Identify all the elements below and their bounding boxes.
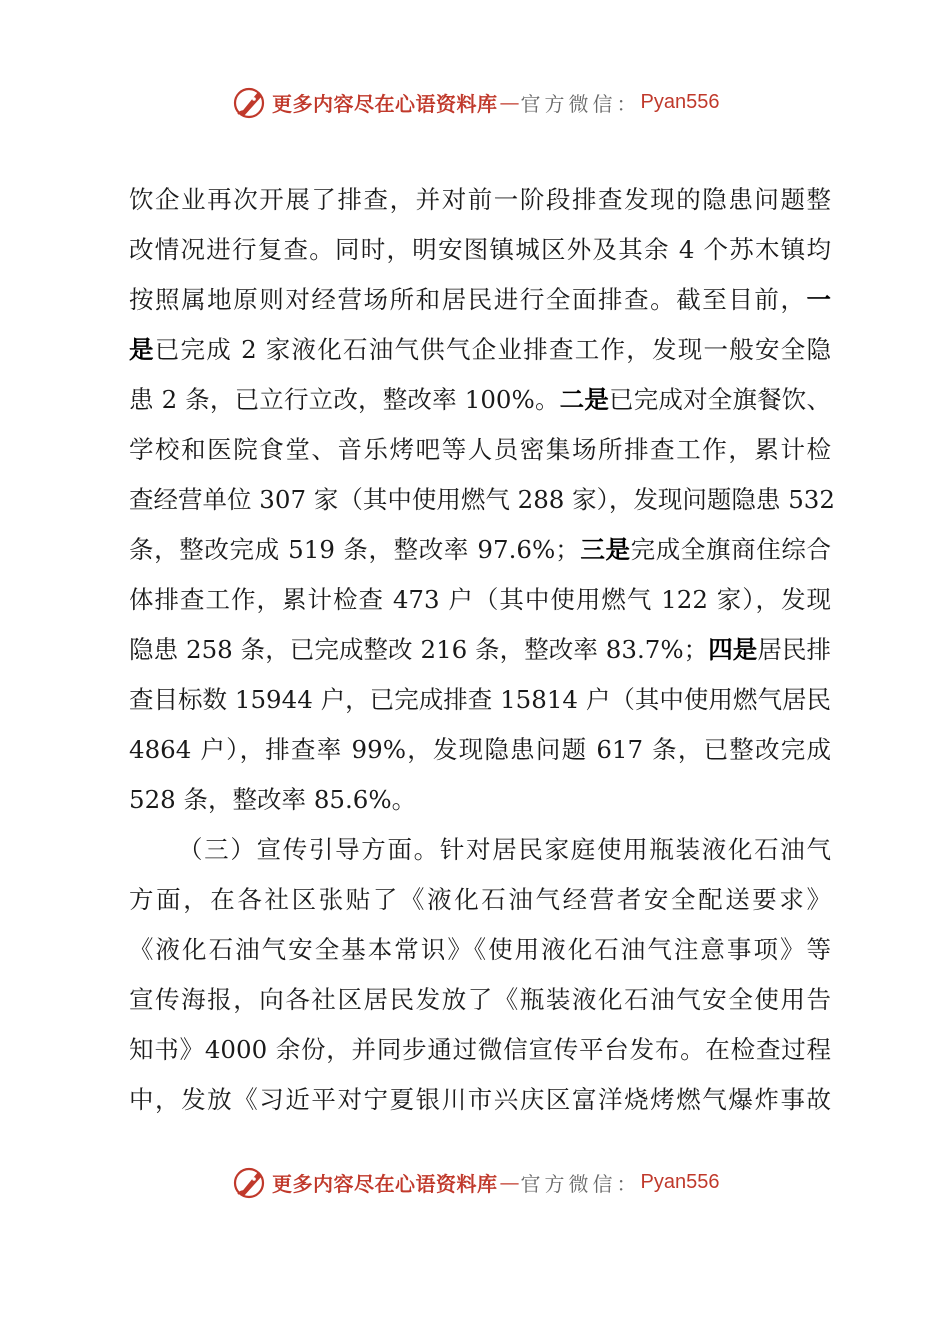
banner-dash: — (499, 90, 519, 114)
bold-ordinal: 是 (129, 335, 155, 364)
text-line (129, 375, 831, 425)
text-line: 改情况进行复查。同时，明安图镇城区外及其余 4 个苏木镇均 (129, 235, 831, 264)
text-line (129, 275, 831, 325)
paragraph-2 (129, 825, 831, 1125)
paragraph-1 (129, 175, 835, 825)
text-run: 已完成对全旗餐饮、 (609, 385, 831, 414)
text-run: 居民排 (757, 635, 832, 664)
text-line (129, 525, 831, 575)
text-line: 查目标数 15944 户，已完成排查 15814 户（其中使用燃气居民 (129, 685, 831, 714)
bold-ordinal: 四是 (708, 635, 758, 664)
text-run: 按照属地原则对经营场所和居民进行全面排查。截至目前， (129, 285, 807, 314)
text-line: 方面，在各社区张贴了《液化石油气经营者安全配送要求》 (129, 885, 831, 914)
banner-gray-text: 官方微信： (520, 91, 641, 116)
text-run: 患 2 条，已立行立改，整改率 100%。 (129, 385, 560, 414)
text-line: 查经营单位 307 家（其中使用燃气 288 家），发现问题隐患 532 (129, 485, 835, 514)
bold-ordinal: 一 (806, 285, 831, 314)
text-line: 知书》4000 余份，并同步通过微信宣传平台发布。在检查过程 (129, 1035, 831, 1064)
text-line: 528 条，整改率 85.6%。 (129, 785, 417, 814)
document-body (129, 175, 835, 1125)
text-run: 已完成 2 家液化石油气供气企业排查工作，发现一般安全隐 (154, 335, 832, 364)
footer-watermark-banner (232, 1162, 719, 1202)
pen-nib-circle-logo-icon (232, 1164, 268, 1200)
text-line: 《液化石油气安全基本常识》《使用液化石油气注意事项》等 (129, 935, 831, 964)
text-run: 条，整改完成 519 条，整改率 97.6%； (129, 535, 580, 564)
text-line: 4864 户），排查率 99%，发现隐患问题 617 条，已整改完成 (129, 735, 831, 764)
banner-wechat-id: Pyan556 (640, 1170, 720, 1193)
text-run: 完成全旗商住综合 (630, 535, 832, 564)
text-line: 中，发放《习近平对宁夏银川市兴庆区富洋烧烤燃气爆炸事故 (129, 1085, 831, 1114)
bold-ordinal: 三是 (579, 535, 631, 564)
text-line (129, 625, 831, 675)
header-watermark-banner (232, 82, 719, 122)
banner-dash: — (499, 1170, 519, 1194)
banner-red-text: 更多内容尽在心语资料库 (272, 1171, 498, 1196)
text-run: 隐患 258 条，已完成整改 216 条，整改率 83.7%； (129, 635, 709, 664)
banner-red-text: 更多内容尽在心语资料库 (272, 91, 498, 116)
text-line: 饮企业再次开展了排查，并对前一阶段排查发现的隐患问题整 (129, 185, 831, 214)
text-line: 学校和医院食堂、音乐烤吧等人员密集场所排查工作，累计检 (129, 435, 831, 464)
text-line (129, 325, 831, 375)
bold-ordinal: 二是 (559, 385, 610, 414)
banner-wechat-id: Pyan556 (640, 90, 720, 113)
banner-gray-text: 官方微信： (520, 1171, 641, 1196)
text-line: 宣传海报，向各社区居民发放了《瓶装液化石油气安全使用告 (129, 985, 831, 1014)
text-line: 体排查工作，累计检查 473 户（其中使用燃气 122 家），发现 (129, 585, 831, 614)
pen-nib-circle-logo-icon (232, 84, 268, 120)
text-line: （三）宣传引导方面。针对居民家庭使用瓶装液化石油气 (178, 835, 831, 864)
